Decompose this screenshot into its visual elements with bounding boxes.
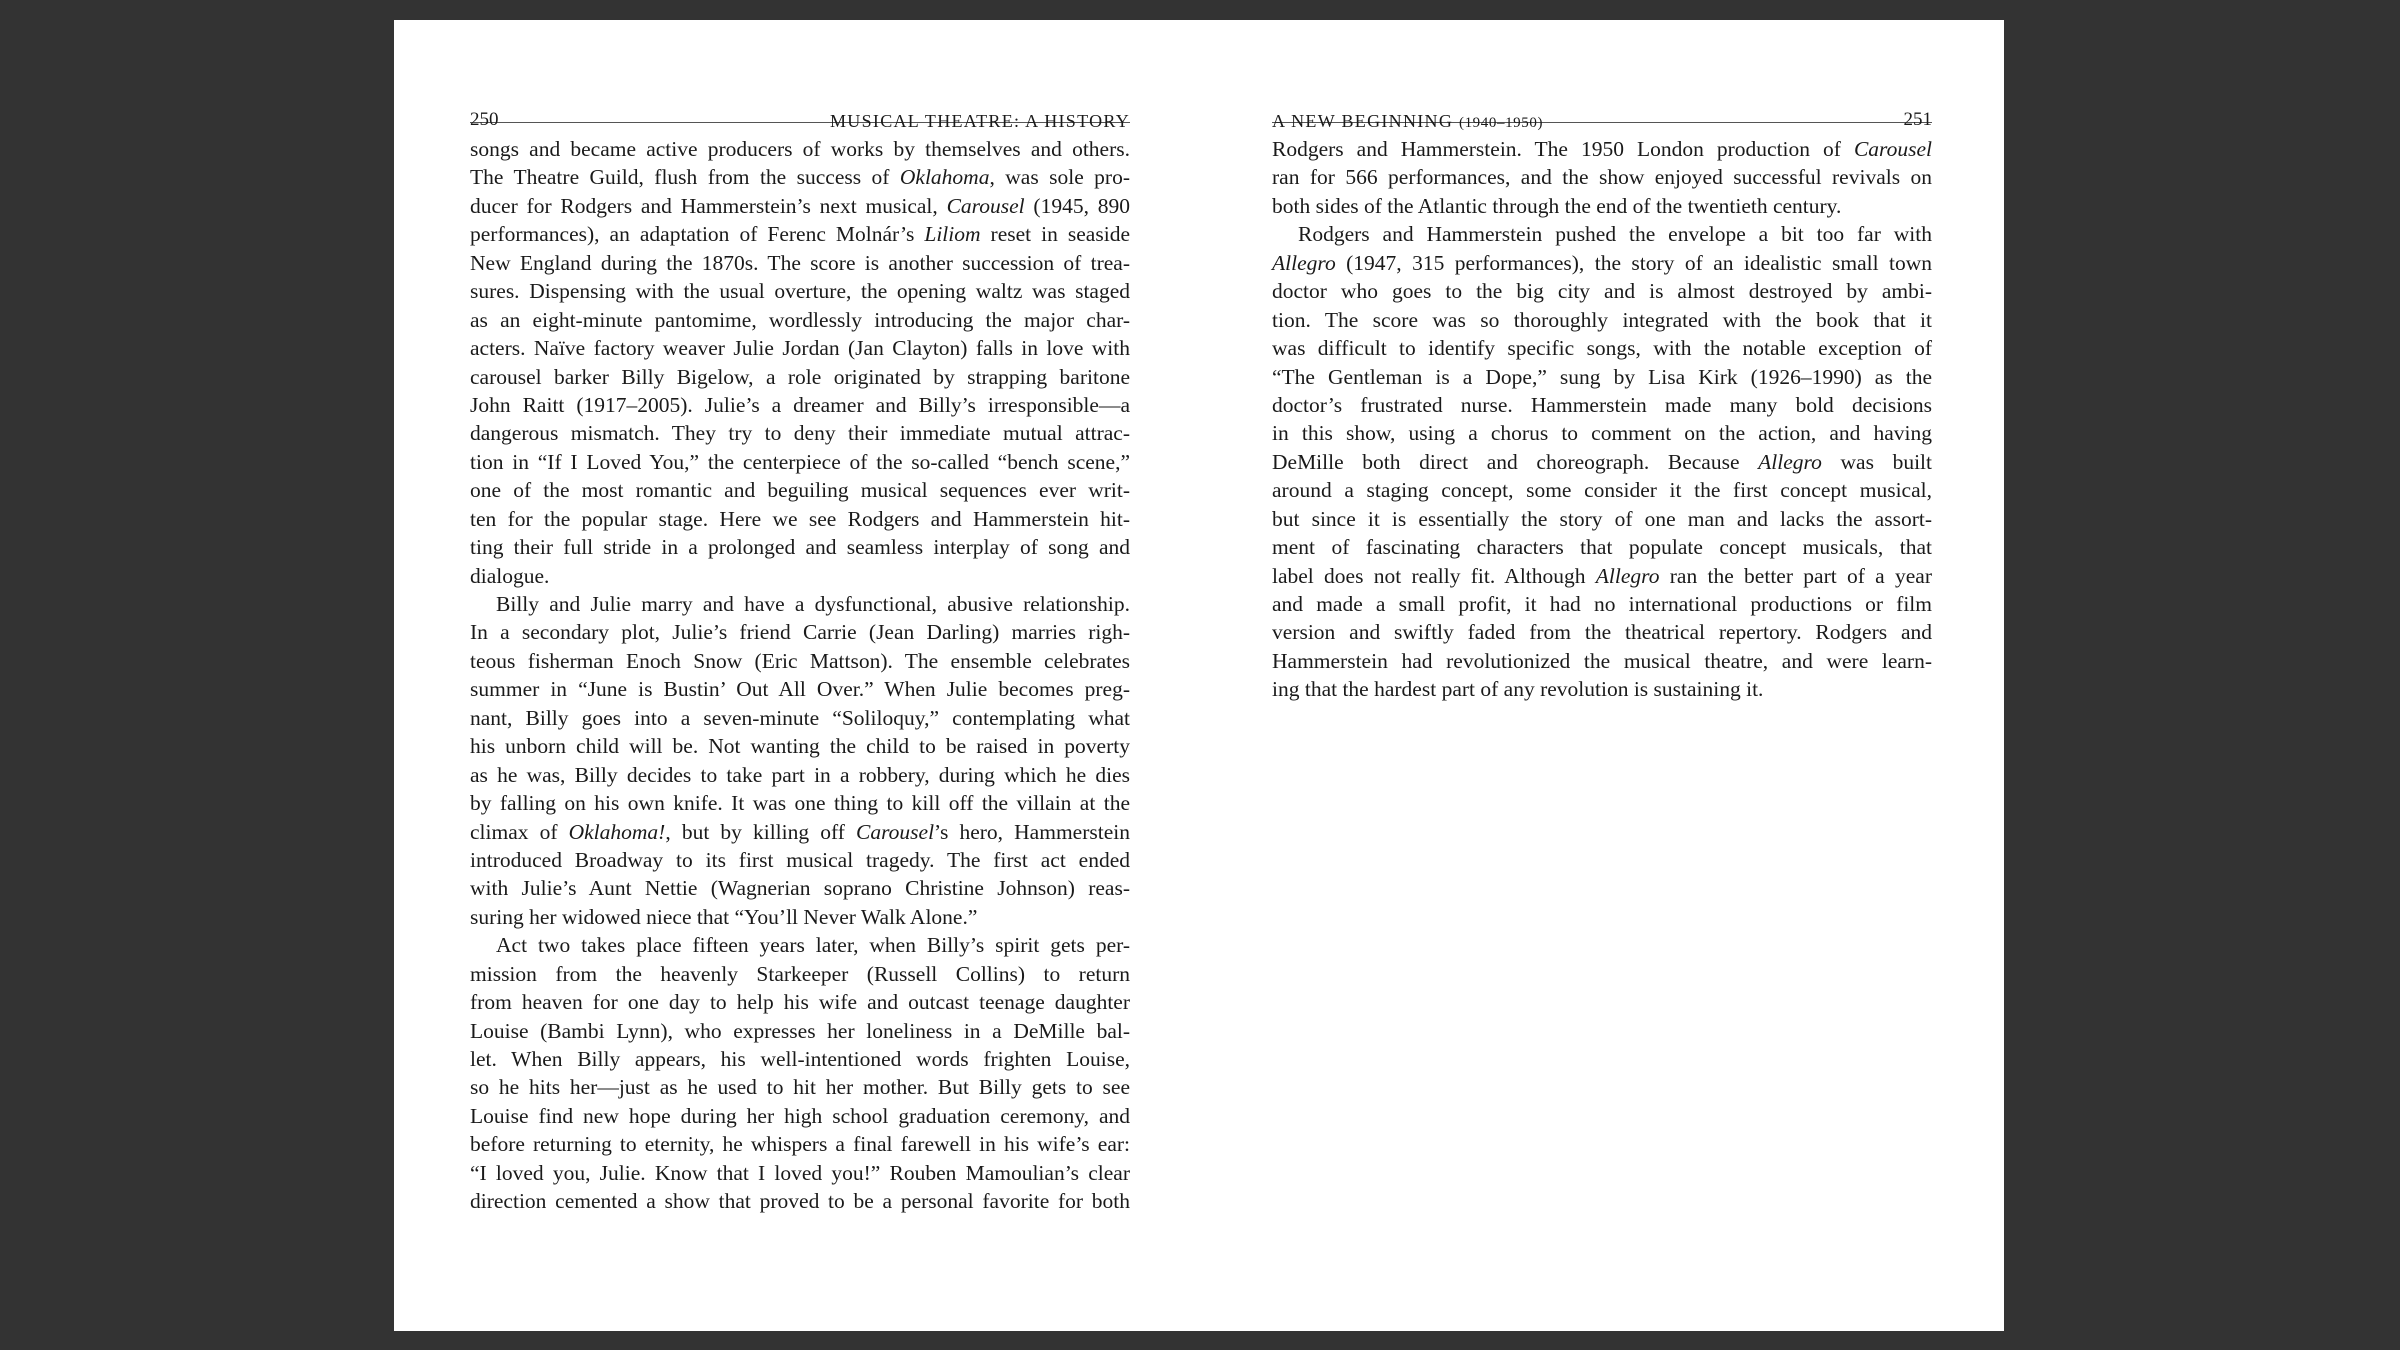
text-line: both sides of the Atlantic through the end of the twentieth century. [1272, 193, 1842, 218]
text-line: his unborn child will be. Not wanting the child to be raised in poverty [470, 734, 1130, 759]
text-line: introduced Broadway to its first musical tragedy. The first act ended [470, 847, 1130, 872]
text-line: dialogue. [470, 563, 550, 588]
text-line: from heaven for one day to help his wife and outcast teenage daughter [470, 990, 1130, 1015]
text-line: dangerous mismatch. They try to deny their immediate mutual attrac- [470, 421, 1130, 446]
left-page-body [470, 135, 1130, 1216]
text-line: ting their full stride in a prolonged and seamless interplay of song and [470, 535, 1130, 560]
text-line: suring her widowed niece that “You’ll Never Walk Alone.” [470, 904, 978, 929]
text-line: one of the most romantic and beguiling musical sequences ever writ- [470, 478, 1130, 503]
text-line: In a secondary plot, Julie’s friend Carrie (Jean Darling) marries righ- [470, 620, 1130, 645]
text-line: Louise (Bambi Lynn), who expresses her loneliness in a DeMille bal- [470, 1018, 1130, 1043]
left-page [470, 20, 1130, 1331]
text-line: doctor’s frustrated nurse. Hammerstein made many bold decisions [1272, 392, 1932, 417]
text-line: ing that the hardest part of any revolution is sustaining it. [1272, 677, 1764, 702]
text-line: Hammerstein had revolutionized the musical theatre, and were learn- [1272, 648, 1932, 673]
left-running-head [470, 88, 1130, 131]
text-line: and made a small profit, it had no international productions or film [1272, 592, 1932, 616]
right-page-number: 251 [1903, 109, 1932, 130]
text-line: summer in “June is Bustin’ Out All Over.” When Julie becomes preg- [470, 677, 1130, 702]
text-line: ducer for Rodgers and Hammerstein’s next musical, Carousel (1945, 890 [470, 193, 1130, 218]
text-line: Rodgers and Hammerstein pushed the envelope a bit too far with [1298, 222, 1932, 247]
text-line: Allegro (1947, 315 performances), the story of an idealistic small town [1272, 250, 1932, 275]
text-line: performances), an adaptation of Ferenc Molnár’s Liliom reset in seaside [470, 222, 1130, 247]
text-line: as an eight-minute pantomime, wordlessly introducing the major char- [470, 307, 1130, 332]
text-line: “The Gentleman is a Dope,” sung by Lisa Kirk (1926–1990) as the [1272, 364, 1932, 389]
right-page [1272, 20, 1932, 1331]
text-line: let. When Billy appears, his well-intentioned words frighten Louise, [470, 1047, 1130, 1071]
text-line: Louise find new hope during her high school graduation ceremony, and [470, 1103, 1130, 1128]
text-line: as he was, Billy decides to take part in a robbery, during which he dies [470, 762, 1130, 787]
right-page-body [1272, 135, 1932, 704]
text-line: version and swiftly faded from the theatrical repertory. Rodgers and [1272, 620, 1932, 645]
text-line: songs and became active producers of works by themselves and others. [470, 137, 1130, 161]
text-line: ment of fascinating characters that populate concept musicals, that [1272, 535, 1932, 560]
text-line: Act two takes place fifteen years later, when Billy’s spirit gets per- [496, 933, 1130, 958]
text-line: “I loved you, Julie. Know that I loved you!” Rouben Mamoulian’s clear [470, 1160, 1130, 1185]
left-page-number: 250 [470, 109, 499, 130]
text-line: so he hits her—just as he used to hit her mother. But Billy gets to see [470, 1075, 1130, 1100]
text-line: DeMille both direct and choreograph. Because Allegro was built [1272, 449, 1932, 474]
right-running-head-title [1272, 112, 1543, 131]
text-line: in this show, using a chorus to comment on the action, and having [1272, 421, 1932, 446]
text-line: before returning to eternity, he whispers a final farewell in his wife’s ear: [470, 1132, 1130, 1157]
text-line: but since it is essentially the story of one man and lacks the assort- [1272, 506, 1932, 531]
text-line: New England during the 1870s. The score is another succession of trea- [470, 250, 1130, 275]
running-head-dates: (1940–1950) [1458, 115, 1544, 131]
text-line: ran for 566 performances, and the show enjoyed successful revivals on [1272, 165, 1932, 190]
text-line: The Theatre Guild, flush from the success of Oklahoma, was sole pro- [470, 165, 1131, 190]
text-line: ten for the popular stage. Here we see Rodgers and Hammerstein hit- [470, 506, 1130, 531]
text-line: Rodgers and Hammerstein. The 1950 London production of Carousel [1272, 137, 1932, 161]
text-line: teous fisherman Enoch Snow (Eric Mattson). The ensemble celebrates [470, 648, 1130, 673]
right-running-head [1272, 88, 1932, 131]
text-line: mission from the heavenly Starkeeper (Russell Collins) to return [470, 961, 1130, 986]
text-line: was difficult to identify specific songs, with the notable exception of [1272, 336, 1932, 361]
text-line: direction cemented a show that proved to be a personal favorite for both [470, 1189, 1130, 1214]
text-line: by falling on his own knife. It was one thing to kill off the villain at the [470, 791, 1130, 816]
text-line: John Raitt (1917–2005). Julie’s a dreamer and Billy’s irresponsible—a [470, 392, 1130, 417]
text-line: nant, Billy goes into a seven-minute “Soliloquy,” contemplating what [470, 705, 1130, 730]
text-line: sures. Dispensing with the usual overture, the opening waltz was staged [470, 279, 1130, 304]
text-line: label does not really fit. Although Allegro ran the better part of a year [1272, 563, 1932, 588]
left-running-head-title: MUSICAL THEATRE: A HISTORY [829, 111, 1130, 131]
text-line: carousel barker Billy Bigelow, a role originated by strapping baritone [470, 364, 1130, 389]
text-line: tion. The score was so thoroughly integrated with the book that it [1272, 307, 1932, 332]
running-head-main: A NEW BEGINNING [1272, 111, 1454, 131]
book-spread [394, 20, 2004, 1331]
text-line: acters. Naïve factory weaver Julie Jordan (Jan Clayton) falls in love with [470, 336, 1130, 361]
text-line: climax of Oklahoma!, but by killing off Carousel’s hero, Hammerstein [470, 819, 1130, 844]
text-line: Billy and Julie marry and have a dysfunctional, abusive relationship. [496, 592, 1130, 616]
text-line: doctor who goes to the big city and is almost destroyed by ambi- [1272, 279, 1932, 304]
text-line: with Julie’s Aunt Nettie (Wagnerian soprano Christine Johnson) reas- [470, 876, 1130, 901]
text-line: tion in “If I Loved You,” the centerpiece of the so-called “bench scene,” [470, 449, 1130, 474]
text-line: around a staging concept, some consider it the first concept musical, [1272, 478, 1932, 503]
